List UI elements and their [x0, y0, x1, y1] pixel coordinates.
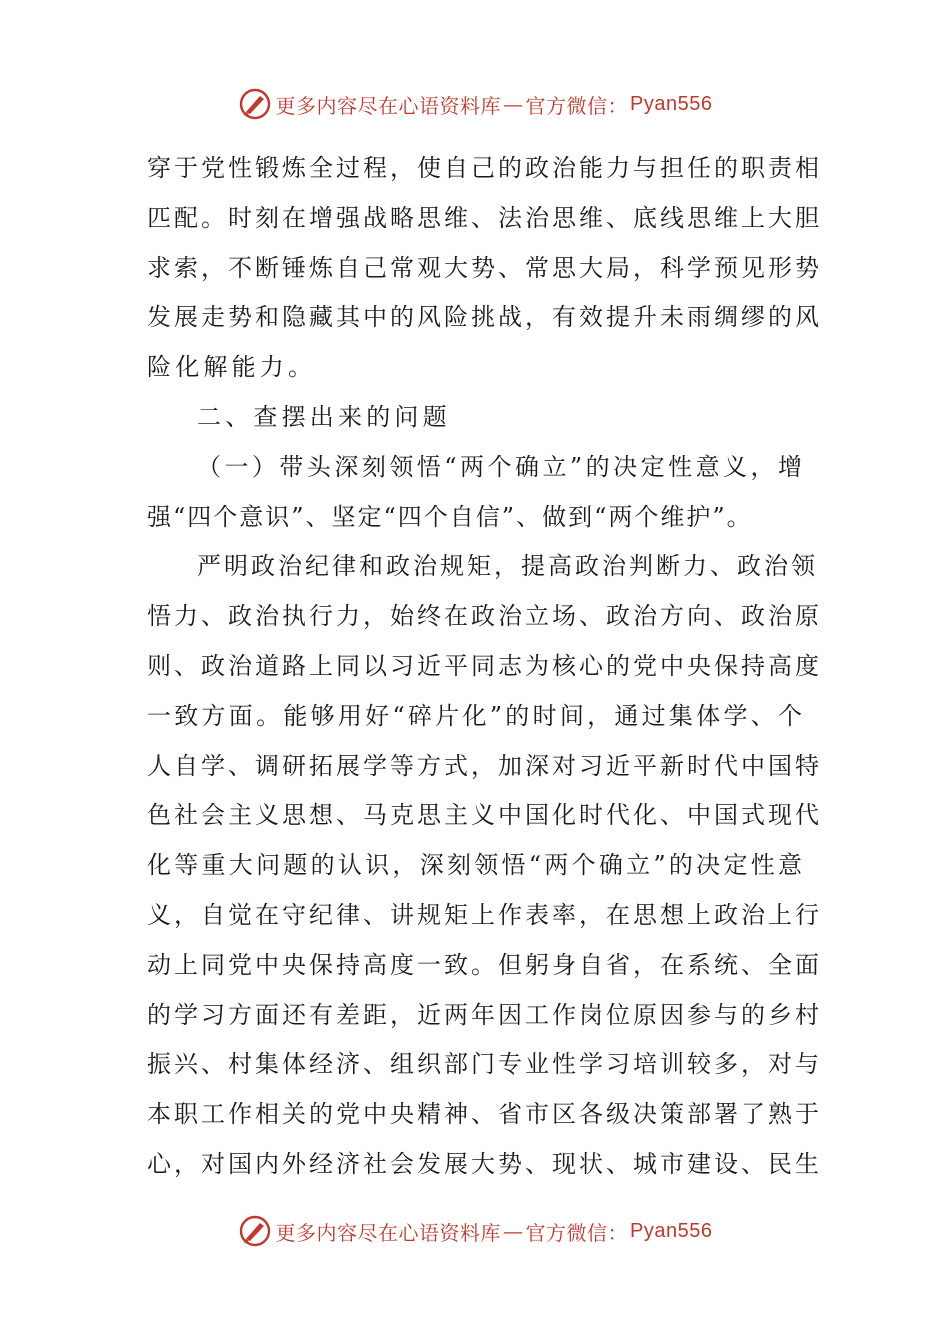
pen-logo-icon	[238, 1214, 272, 1248]
body-line: 发展走势和隐藏其中的风险挑战，有效提升未雨绸缪的风	[147, 303, 822, 332]
body-line: 本职工作相关的党中央精神、省市区各级决策部署了熟于	[147, 1100, 822, 1129]
footer-wechat-label: 官方微信：	[525, 1220, 629, 1245]
header-wechat-label: 官方微信：	[525, 93, 629, 118]
body-line: 化等重大问题的认识，深刻领悟“两个确立”的决定性意	[147, 851, 805, 880]
header-dash: —	[503, 92, 524, 116]
footer-brand: 更多内容尽在心语资料库	[275, 1220, 502, 1245]
footer-dash: —	[503, 1219, 524, 1243]
header-brand: 更多内容尽在心语资料库	[275, 93, 502, 118]
document-body	[147, 144, 822, 1190]
body-line: 严明政治纪律和政治规矩，提高政治判断力、政治领	[197, 552, 818, 581]
body-line: 动上同党中央保持高度一致。但躬身自省，在系统、全面	[147, 950, 822, 979]
body-line: 人自学、调研拓展学等方式，加深对习近平新时代中国特	[147, 751, 822, 780]
body-line: 求索，不断锤炼自己常观大势、常思大局，科学预见形势	[147, 253, 822, 282]
footer-banner	[0, 1209, 950, 1253]
header-banner	[0, 82, 950, 126]
header-handle: Pyan556	[630, 92, 713, 115]
body-line: 振兴、村集体经济、组织部门专业性学习培训较多，对与	[147, 1050, 822, 1079]
body-line: 心，对国内外经济社会发展大势、现状、城市建设、民生	[147, 1149, 822, 1178]
body-line: 义，自觉在守纪律、讲规矩上作表率，在思想上政治上行	[147, 900, 822, 929]
body-line: 色社会主义思想、马克思主义中国化时代化、中国式现代	[147, 801, 822, 830]
section-heading: 二、查摆出来的问题	[197, 402, 451, 431]
body-line: 的学习方面还有差距，近两年因工作岗位原因参与的乡村	[147, 1000, 822, 1029]
subsection-heading: （一）带头深刻领悟“两个确立”的决定性意义，增	[197, 452, 805, 481]
body-line: 则、政治道路上同以习近平同志为核心的党中央保持高度	[147, 651, 822, 680]
subsection-heading-cont: 强“四个意识”、坚定“四个自信”、做到“两个维护”。	[147, 502, 753, 531]
body-line: 一致方面。能够用好“碎片化”的时间，通过集体学、个	[147, 701, 805, 730]
body-line: 悟力、政治执行力，始终在政治立场、政治方向、政治原	[147, 602, 822, 631]
pen-logo-icon	[238, 87, 272, 121]
body-line: 穿于党性锻炼全过程，使自己的政治能力与担任的职责相	[147, 154, 822, 182]
footer-handle: Pyan556	[630, 1219, 713, 1242]
body-line: 险化解能力。	[147, 353, 317, 382]
body-line: 匹配。时刻在增强战略思维、法治思维、底线思维上大胆	[147, 203, 822, 232]
